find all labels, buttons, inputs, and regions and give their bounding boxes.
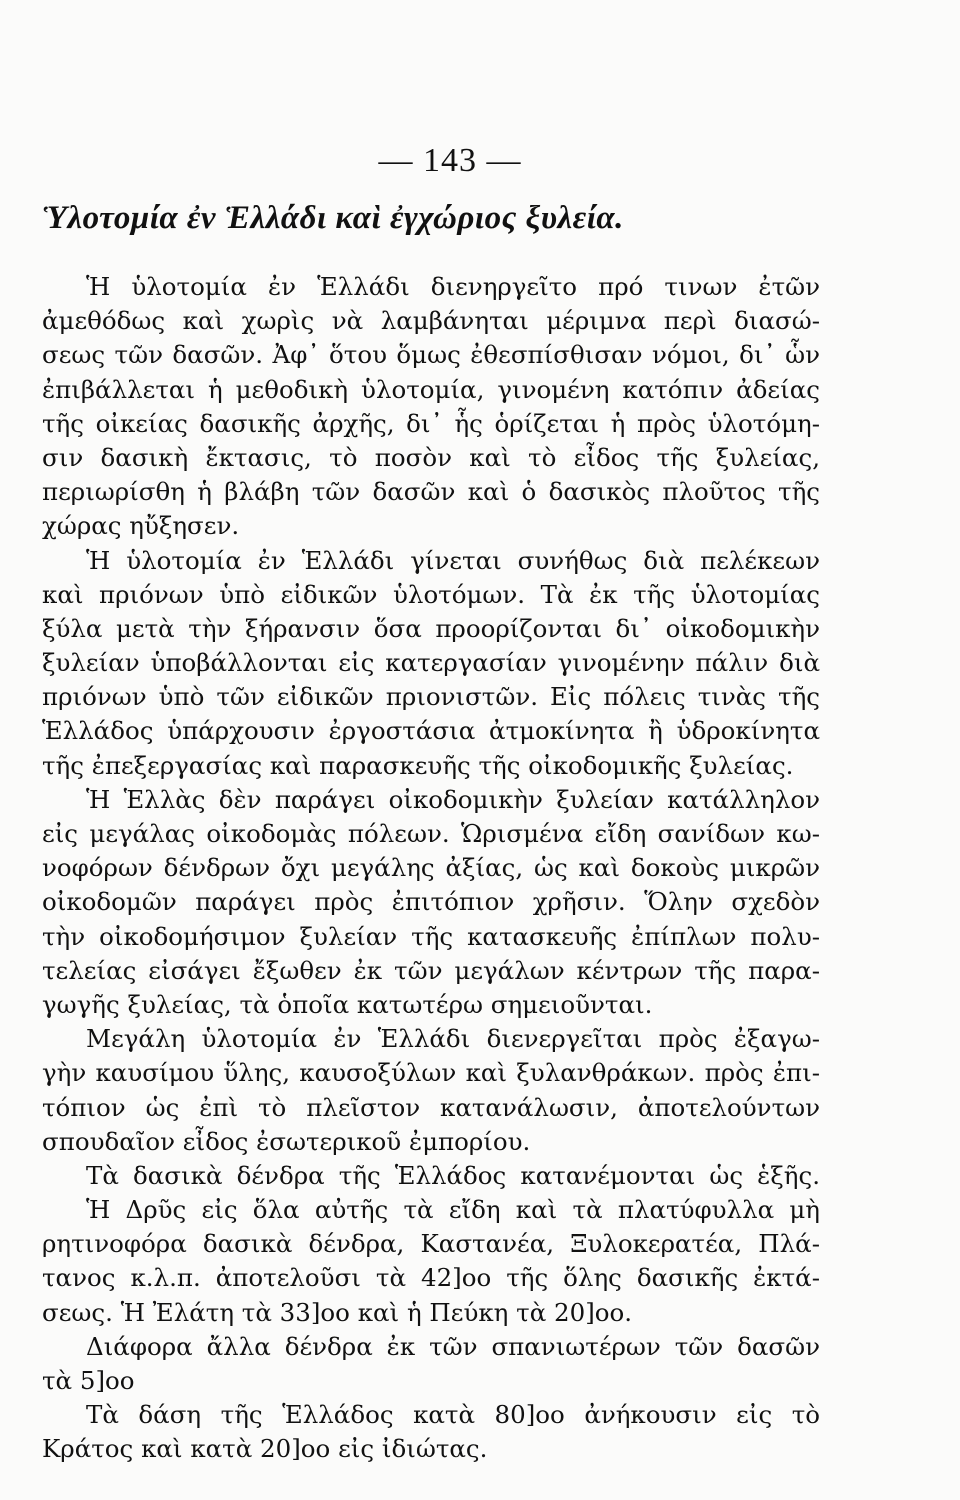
text-line: ξύλα μετὰ τὴν ξήρανσιν ὅσα προορίζονται δι᾽ οἰκοδομικὴν — [42, 613, 820, 643]
text-line: καὶ πριόνων ὑπὸ εἰδικῶν ὑλοτόμων. Τὰ ἐκ τῆς ὑλοτομίας — [42, 579, 820, 609]
text-line: πριόνων ὑπὸ τῶν εἰδικῶν πριονιστῶν. Εἰς πόλεις τινὰς τῆς — [42, 682, 820, 712]
text-line: ἐπιβάλλεται ἡ μεθοδικὴ ὑλοτομία, γινομένη κατόπιν ἀδείας — [42, 374, 820, 404]
text-line: Τὰ δάση τῆς Ἑλλάδος κατὰ 80]οο ἀνήκουσιν εἰς τὸ — [86, 1400, 820, 1430]
text-line: νοφόρων δένδρων ὄχι μεγάλης ἀξίας, ὡς καὶ δοκοὺς μικρῶν — [42, 853, 820, 883]
text-line: Ἡ Ἑλλὰς δὲν παράγει οἰκοδομικὴν ξυλείαν κατάλληλον — [86, 784, 820, 814]
text-line: τόπιον ὡς ἐπὶ τὸ πλεῖστον κατανάλωσιν, ἀποτελούντων — [42, 1092, 820, 1122]
text-line: σπουδαῖον εἶδος ἐσωτερικοῦ ἐμπορίου. — [42, 1126, 531, 1156]
text-line: τὴν οἰκοδομήσιμον ξυλείαν τῆς κατασκευῆς ἐπίπλων πολυ- — [42, 921, 820, 951]
text-line: τανος κ.λ.π. ἀποτελοῦσι τὰ 42]οο τῆς ὅλης δασικῆς ἐκτά- — [42, 1263, 820, 1293]
body-text — [42, 270, 820, 1467]
text-line: ξυλείαν ὑποβάλλονται εἰς κατεργασίαν γινομένην πάλιν διὰ — [42, 648, 820, 678]
text-line: ἀμεθόδως καὶ χωρὶς νὰ λαμβάνηται μέριμνα περὶ διασώ- — [42, 306, 820, 336]
text-line: εἰς μεγάλας οἰκοδομὰς πόλεων. Ὡρισμένα εἴδη σανίδων κω- — [42, 819, 820, 848]
text-line: Ἡ ὑλοτομία ἐν Ἑλλάδι διενηργεῖτο πρό τινων ἐτῶν — [86, 272, 820, 301]
section-title: Ὑλοτομία ἐν Ἑλλάδι καὶ ἐγχώριος ξυλεία. — [42, 200, 624, 236]
text-line: σιν δασικὴ ἔκτασις, τὸ ποσὸν καὶ τὸ εἶδος τῆς ξυλείας, — [42, 442, 820, 472]
text-line: Ἡ ὑλοτομία ἐν Ἑλλάδι γίνεται συνήθως διὰ πελέκεων — [86, 545, 820, 575]
text-line: τῆς οἰκείας δασικῆς ἀρχῆς, δι᾽ ἧς ὁρίζεται ἡ πρὸς ὑλοτόμη- — [42, 408, 820, 438]
text-line: Μεγάλη ὑλοτομία ἐν Ἑλλάδι διενεργεῖται πρὸς ἐξαγω- — [86, 1024, 820, 1054]
page-number: — 143 — — [378, 142, 522, 179]
text-line: περιωρίσθη ἡ βλάβη τῶν δασῶν καὶ ὁ δασικὸς πλοῦτος τῆς — [42, 477, 820, 507]
text-line: ρητινοφόρα δασικὰ δένδρα, Καστανέα, Ξυλοκερατέα, Πλά- — [42, 1229, 820, 1259]
text-line: οἰκοδομῶν παράγει πρὸς ἐπιτόπιον χρῆσιν. Ὅλην σχεδὸν — [42, 887, 820, 917]
text-line: τὰ 5]οο — [42, 1366, 135, 1395]
text-line: γὴν καυσίμου ὕλης, καυσοξύλων καὶ ξυλανθράκων. πρὸς ἐπι- — [42, 1058, 820, 1088]
text-line: σεως. Ἡ Ἐλάτη τὰ 33]οο καὶ ἡ Πεύκη τὰ 20]οο. — [42, 1297, 633, 1327]
text-line: σεως τῶν δασῶν. Ἀφ᾽ ὅτου ὅμως ἐθεσπίσθισαν νόμοι, δι᾽ ὧν — [42, 340, 820, 370]
text-line: τελείας εἰσάγει ἔξωθεν ἐκ τῶν μεγάλων κέντρων τῆς παρα- — [42, 955, 820, 985]
text-line: χώρας ηὔξησεν. — [42, 511, 240, 541]
text-line: Ἑλλάδος ὑπάρχουσιν ἐργοστάσια ἀτμοκίνητα ἢ ὑδροκίνητα — [42, 716, 820, 746]
text-line: Διάφορα ἄλλα δένδρα ἐκ τῶν σπανιωτέρων τῶν δασῶν — [86, 1331, 820, 1361]
text-line: Τὰ δασικὰ δένδρα τῆς Ἑλλάδος κατανέμονται ὡς ἑξῆς. — [86, 1160, 820, 1190]
text-line: Κράτος καὶ κατὰ 20]οο εἰς ἰδιώτας. — [42, 1434, 488, 1464]
text-line: Ἡ Δρῦς εἰς ὅλα αὐτῆς τὰ εἴδη καὶ τὰ πλατύφυλλα μὴ — [86, 1195, 820, 1225]
text-line: τῆς ἐπεξεργασίας καὶ παρασκευῆς τῆς οἰκοδομικῆς ξυλείας. — [42, 750, 794, 780]
text-line: γωγῆς ξυλείας, τὰ ὁποῖα κατωτέρω σημειοῦνται. — [42, 989, 653, 1019]
